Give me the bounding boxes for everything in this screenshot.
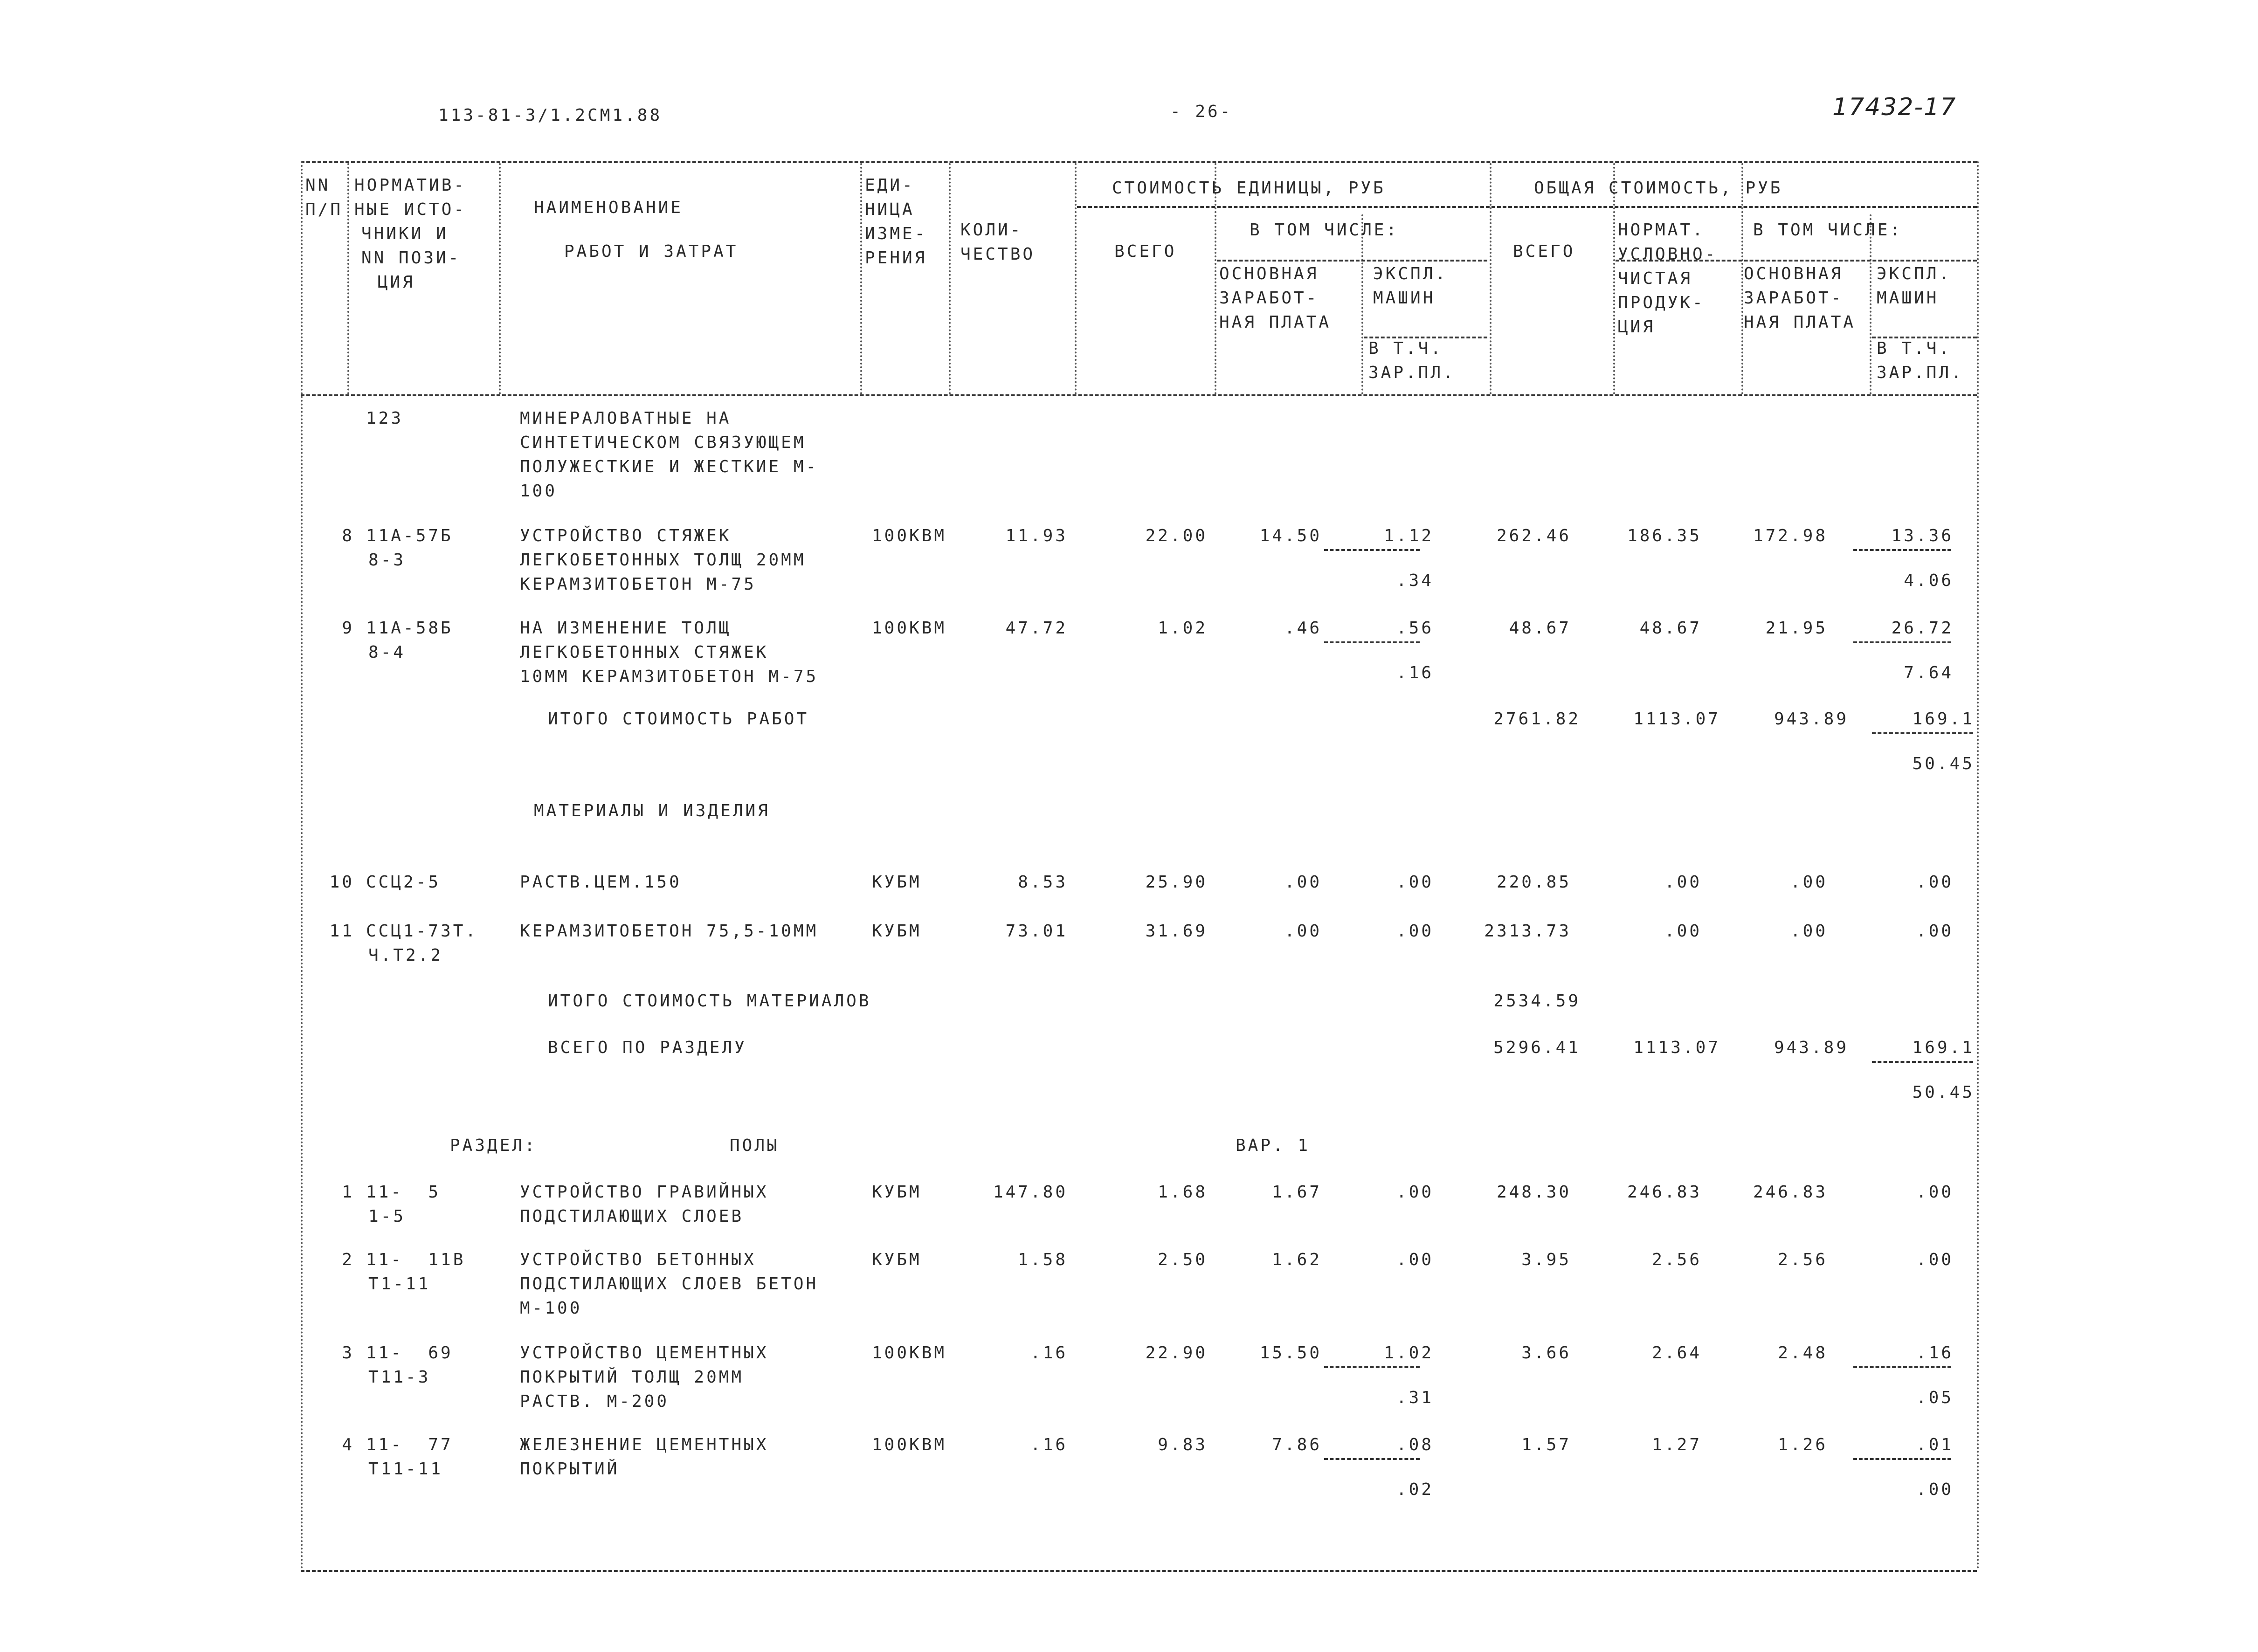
summary-fraction-line [1872, 732, 1973, 734]
summary-normative-net: 1113.07 [1633, 709, 1720, 729]
row-unit: 100КВМ [872, 1343, 947, 1363]
row-total-base-wage: 1.26 [1778, 1435, 1828, 1454]
row-normative-net: 2.64 [1652, 1343, 1702, 1363]
row-total: 2313.73 [1484, 922, 1571, 941]
header-mach-divider [1364, 337, 1487, 338]
row-unit-machine: .00 [1396, 1250, 1434, 1269]
header-normative-source: ЧНИКИ И [361, 224, 449, 243]
row-work-name: М-100 [520, 1299, 582, 1318]
row-total: 3.66 [1521, 1343, 1571, 1363]
row-normative-code: 8-4 [368, 643, 406, 662]
row-normative-net: .00 [1664, 922, 1702, 941]
header-quantity: КОЛИ- [960, 220, 1023, 240]
row-normative-net: 1.27 [1652, 1435, 1702, 1454]
row-quantity: 47.72 [1005, 619, 1068, 638]
row-normative-code: 11А-58Б [366, 619, 453, 638]
row-unit-base-wage: 15.50 [1259, 1343, 1322, 1363]
row-work-name: ПОКРЫТИЙ [520, 1459, 620, 1479]
row-normative-net: 2.56 [1652, 1250, 1702, 1269]
row-normative-code: ССЦ2-5 [366, 873, 441, 892]
row-unit-base-wage: 7.86 [1272, 1435, 1322, 1454]
summary-machine: 169.1 [1912, 1038, 1975, 1057]
row-unit-fraction-line [1324, 641, 1420, 643]
row-normative-code: 11- 5 [366, 1183, 441, 1202]
row-normative-code: 123 [366, 409, 404, 428]
row-total: 3.95 [1521, 1250, 1571, 1269]
row-unit-machine-wage: .34 [1396, 571, 1434, 590]
row-normative-code: 11А-57Б [366, 526, 453, 545]
header-unit-cost-title: СТОИМОСТЬ ЕДИНИЦЫ, РУБ [1112, 179, 1386, 198]
row-work-name: УСТРОЙСТВО БЕТОННЫХ [520, 1250, 756, 1269]
row-unit-fraction-line [1324, 1458, 1420, 1460]
header-normative-source: NN ПОЗИ- [361, 248, 461, 268]
row-total-base-wage: 2.48 [1778, 1343, 1828, 1363]
row-normative-code: 11- 77 [366, 1435, 453, 1454]
row-normative-net: 48.67 [1639, 619, 1702, 638]
row-unit-total: 9.83 [1158, 1435, 1208, 1454]
row-normative-code: Т1-11 [368, 1274, 431, 1294]
header-normative-net: ЧИСТАЯ [1618, 269, 1693, 288]
row-normative-code: Т11-11 [368, 1459, 443, 1479]
row-unit-total: 22.00 [1145, 526, 1208, 545]
row-unit-machine-wage: .31 [1396, 1388, 1434, 1407]
header-bottom-border [301, 394, 1977, 396]
row-unit-total: 25.90 [1145, 873, 1208, 892]
row-unit-base-wage: .00 [1284, 873, 1322, 892]
row-work-name: УСТРОЙСТВО ЦЕМЕНТНЫХ [520, 1343, 769, 1363]
row-unit-total: 1.02 [1158, 619, 1208, 638]
row-work-name: ЛЕГКОБЕТОННЫХ ТОЛЩ 20ММ [520, 551, 806, 570]
row-normative-code: 1-5 [368, 1207, 406, 1226]
row-total-machine: .01 [1916, 1435, 1954, 1454]
row-total-machine-wage: .00 [1916, 1480, 1954, 1499]
header-unit-total: ВСЕГО [1114, 242, 1177, 261]
section-variant: ВАР. 1 [1236, 1136, 1311, 1155]
table-right-border [1977, 161, 1979, 1570]
row-work-name: СИНТЕТИЧЕСКОМ СВЯЗУЮЩЕМ [520, 433, 806, 452]
row-work-name: ЛЕГКОБЕТОННЫХ СТЯЖЕК [520, 643, 769, 662]
header-total-base-wage: ОСНОВНАЯ [1744, 264, 1844, 283]
row-normative-net: 246.83 [1627, 1183, 1702, 1202]
header-column-divider [347, 163, 349, 394]
row-normative-net: .00 [1664, 873, 1702, 892]
header-total-machine: ЭКСПЛ. [1877, 264, 1952, 283]
header-total-total: ВСЕГО [1513, 242, 1575, 261]
row-work-name: ПОКРЫТИЙ ТОЛЩ 20ММ [520, 1368, 744, 1387]
header-unit-machine-wage: В Т.Ч. [1368, 339, 1443, 358]
row-unit-machine: .00 [1396, 873, 1434, 892]
header-total-cost-title: ОБЩАЯ СТОИМОСТЬ, РУБ [1534, 179, 1783, 198]
row-unit-total: 2.50 [1158, 1250, 1208, 1269]
row-normative-code: 8-3 [368, 551, 406, 570]
summary-machine-wage: 50.45 [1912, 1083, 1975, 1102]
row-total-machine-wage: .05 [1916, 1388, 1954, 1407]
row-work-name: 100 [520, 482, 558, 501]
row-total-machine: .00 [1916, 873, 1954, 892]
row-total-machine: 26.72 [1891, 619, 1954, 638]
row-work-name: ПОДСТИЛАЮЩИХ СЛОЕВ БЕТОН [520, 1274, 819, 1294]
row-total-fraction-line [1853, 1458, 1951, 1460]
header-total-base-wage: НАЯ ПЛАТА [1744, 313, 1856, 332]
header-subcolumn-divider [1870, 214, 1871, 394]
header-quantity: ЧЕСТВО [960, 245, 1036, 264]
summary-label: ИТОГО СТОИМОСТЬ МАТЕРИАЛОВ [548, 991, 871, 1011]
row-work-name: НА ИЗМЕНЕНИЕ ТОЛЩ [520, 619, 732, 638]
section-subtitle: МАТЕРИАЛЫ И ИЗДЕЛИЯ [534, 801, 770, 820]
header-column-divider [499, 163, 501, 394]
row-work-name: ПОДСТИЛАЮЩИХ СЛОЕВ [520, 1207, 744, 1226]
header-column-divider [1075, 163, 1077, 394]
row-total-base-wage: 2.56 [1778, 1250, 1828, 1269]
header-column-divider [949, 163, 951, 394]
row-total-fraction-line [1853, 1366, 1951, 1368]
header-normative-net: УСЛОВНО- [1618, 245, 1718, 264]
header-total-machine-wage: В Т.Ч. [1877, 339, 1952, 358]
row-total-machine: .00 [1916, 1250, 1954, 1269]
table-left-border [301, 161, 303, 1570]
summary-total: 2534.59 [1493, 991, 1581, 1011]
row-total: 48.67 [1509, 619, 1571, 638]
row-total-machine: .16 [1916, 1343, 1954, 1363]
row-work-name: УСТРОЙСТВО ГРАВИЙНЫХ [520, 1183, 769, 1202]
row-number: 8 [342, 526, 354, 545]
summary-base-wage: 943.89 [1774, 709, 1849, 729]
row-unit-machine-wage: .16 [1396, 663, 1434, 682]
header-group-divider [1077, 206, 1977, 208]
row-work-name: 10ММ КЕРАМЗИТОБЕТОН М-75 [520, 667, 819, 686]
row-number: 11 [329, 922, 354, 941]
row-quantity: 11.93 [1005, 526, 1068, 545]
row-unit: 100КВМ [872, 619, 947, 638]
doc-code: 113-81-3/1.2СМ1.88 [438, 106, 663, 125]
row-total-machine: 13.36 [1891, 526, 1954, 545]
row-unit-total: 31.69 [1145, 922, 1208, 941]
row-total-base-wage: .00 [1790, 922, 1828, 941]
row-work-name: МИНЕРАЛОВАТНЫЕ НА [520, 409, 732, 428]
row-unit: КУБМ [872, 873, 922, 892]
row-work-name: ПОЛУЖЕСТКИЕ И ЖЕСТКИЕ М- [520, 457, 819, 476]
row-total-machine: .00 [1916, 1183, 1954, 1202]
row-number: 3 [342, 1343, 354, 1363]
header-total-machine-wage: ЗАР.ПЛ. [1877, 363, 1964, 382]
row-total: 220.85 [1496, 873, 1571, 892]
header-total-incl: В ТОМ ЧИСЛЕ: [1753, 220, 1903, 240]
row-unit-base-wage: .00 [1284, 922, 1322, 941]
row-number: 10 [329, 873, 354, 892]
header-unit-base-wage: НАЯ ПЛАТА [1219, 313, 1332, 332]
row-total-base-wage: 21.95 [1765, 619, 1828, 638]
row-quantity: 147.80 [993, 1183, 1068, 1202]
row-work-name: УСТРОЙСТВО СТЯЖЕК [520, 526, 732, 545]
section-name: ПОЛЫ [730, 1136, 780, 1155]
header-normative-source: НЫЕ ИСТО- [354, 200, 467, 219]
row-normative-code: 11- 11В [366, 1250, 466, 1269]
row-total: 262.46 [1496, 526, 1571, 545]
row-quantity: 8.53 [1018, 873, 1068, 892]
row-total-fraction-line [1853, 641, 1951, 643]
row-unit-base-wage: 1.67 [1272, 1183, 1322, 1202]
header-unit: ИЗМЕ- [865, 224, 927, 243]
row-unit-machine: .08 [1396, 1435, 1434, 1454]
header-column-divider [860, 163, 862, 394]
header-nn: П/П [305, 200, 343, 219]
row-unit-machine: .00 [1396, 1183, 1434, 1202]
row-number: 4 [342, 1435, 354, 1454]
header-normative-net: ЦИЯ [1618, 317, 1656, 337]
header-unit: РЕНИЯ [865, 248, 927, 268]
row-normative-code: ССЦ1-73Т. [366, 922, 478, 941]
row-unit-total: 22.90 [1145, 1343, 1208, 1363]
row-normative-code: Т11-3 [368, 1368, 431, 1387]
row-total: 248.30 [1496, 1183, 1571, 1202]
row-number: 9 [342, 619, 354, 638]
header-unit-base-wage: ЗАРАБОТ- [1219, 289, 1319, 308]
row-quantity: 73.01 [1005, 922, 1068, 941]
header-nn: NN [305, 176, 331, 195]
header-column-divider [1215, 163, 1216, 394]
summary-machine-wage: 50.45 [1912, 754, 1975, 773]
header-unit-machine-wage: ЗАР.ПЛ. [1368, 363, 1456, 382]
row-unit-base-wage: 1.62 [1272, 1250, 1322, 1269]
row-work-name: ЖЕЛЕЗНЕНИЕ ЦЕМЕНТНЫХ [520, 1435, 769, 1454]
row-unit-fraction-line [1324, 549, 1420, 551]
row-normative-code: 11- 69 [366, 1343, 453, 1363]
row-unit-machine: 1.12 [1384, 526, 1434, 545]
header-name: РАБОТ И ЗАТРАТ [564, 242, 739, 261]
row-work-name: РАСТВ. М-200 [520, 1392, 670, 1411]
row-total-base-wage: 172.98 [1753, 526, 1828, 545]
row-quantity: 1.58 [1018, 1250, 1068, 1269]
header-normative-net: НОРМАТ. [1618, 220, 1705, 240]
summary-label: ВСЕГО ПО РАЗДЕЛУ [548, 1038, 747, 1057]
row-unit-machine: .56 [1396, 619, 1434, 638]
row-quantity: .16 [1030, 1435, 1068, 1454]
header-name: НАИМЕНОВАНИЕ [534, 198, 684, 217]
row-total-machine-wage: 4.06 [1904, 571, 1954, 590]
header-incl-divider [1217, 260, 1487, 262]
row-total-fraction-line [1853, 549, 1951, 551]
summary-machine: 169.1 [1912, 709, 1975, 729]
header-unit-incl: В ТОМ ЧИСЛЕ: [1250, 220, 1399, 240]
row-unit-machine-wage: .02 [1396, 1480, 1434, 1499]
header-mach-divider [1872, 337, 1977, 338]
row-normative-net: 186.35 [1627, 526, 1702, 545]
header-column-divider [1741, 163, 1743, 394]
summary-label: ИТОГО СТОИМОСТЬ РАБОТ [548, 709, 809, 729]
table-bottom-border [301, 1570, 1977, 1572]
summary-fraction-line [1872, 1061, 1973, 1063]
header-unit: ЕДИ- [865, 176, 915, 195]
row-total-machine-wage: 7.64 [1904, 663, 1954, 682]
header-unit-machine: ЭКСПЛ. [1373, 264, 1448, 283]
header-normative-source: ЦИЯ [378, 273, 415, 292]
header-unit: НИЦА [865, 200, 915, 219]
summary-total: 5296.41 [1493, 1038, 1581, 1057]
summary-total: 2761.82 [1493, 709, 1581, 729]
row-quantity: .16 [1030, 1343, 1068, 1363]
row-unit-machine: .00 [1396, 922, 1434, 941]
page-number: - 26- [1170, 102, 1233, 121]
row-work-name: КЕРАМЗИТОБЕТОН 75,5-10ММ [520, 922, 819, 941]
row-unit-machine: 1.02 [1384, 1343, 1434, 1363]
summary-base-wage: 943.89 [1774, 1038, 1849, 1057]
row-unit-total: 1.68 [1158, 1183, 1208, 1202]
row-total-base-wage: 246.83 [1753, 1183, 1828, 1202]
header-unit-machine: МАШИН [1373, 289, 1436, 308]
handwritten-number: 17432-17 [1832, 93, 1957, 121]
header-unit-base-wage: ОСНОВНАЯ [1219, 264, 1319, 283]
row-unit: КУБМ [872, 1183, 922, 1202]
row-total: 1.57 [1521, 1435, 1571, 1454]
row-unit-fraction-line [1324, 1366, 1420, 1368]
row-total-base-wage: .00 [1790, 873, 1828, 892]
header-total-machine: МАШИН [1877, 289, 1939, 308]
header-column-divider [1490, 163, 1492, 394]
header-total-base-wage: ЗАРАБОТ- [1744, 289, 1844, 308]
section-label: РАЗДЕЛ: [450, 1136, 537, 1155]
row-work-name: КЕРАМЗИТОБЕТОН М-75 [520, 575, 756, 594]
row-number: 1 [342, 1183, 354, 1202]
row-normative-code: Ч.Т2.2 [368, 946, 443, 965]
row-unit: 100КВМ [872, 1435, 947, 1454]
row-work-name: РАСТВ.ЦЕМ.150 [520, 873, 682, 892]
header-column-divider [1613, 163, 1615, 394]
row-unit-base-wage: .46 [1284, 619, 1322, 638]
row-unit-base-wage: 14.50 [1259, 526, 1322, 545]
summary-normative-net: 1113.07 [1633, 1038, 1720, 1057]
row-unit: КУБМ [872, 1250, 922, 1269]
row-unit: 100КВМ [872, 526, 947, 545]
row-number: 2 [342, 1250, 354, 1269]
table-top-border [301, 161, 1977, 163]
header-normative-net: ПРОДУК- [1618, 293, 1705, 312]
header-subcolumn-divider [1361, 214, 1363, 394]
row-total-machine: .00 [1916, 922, 1954, 941]
row-unit: КУБМ [872, 922, 922, 941]
header-normative-source: НОРМАТИВ- [354, 176, 467, 195]
